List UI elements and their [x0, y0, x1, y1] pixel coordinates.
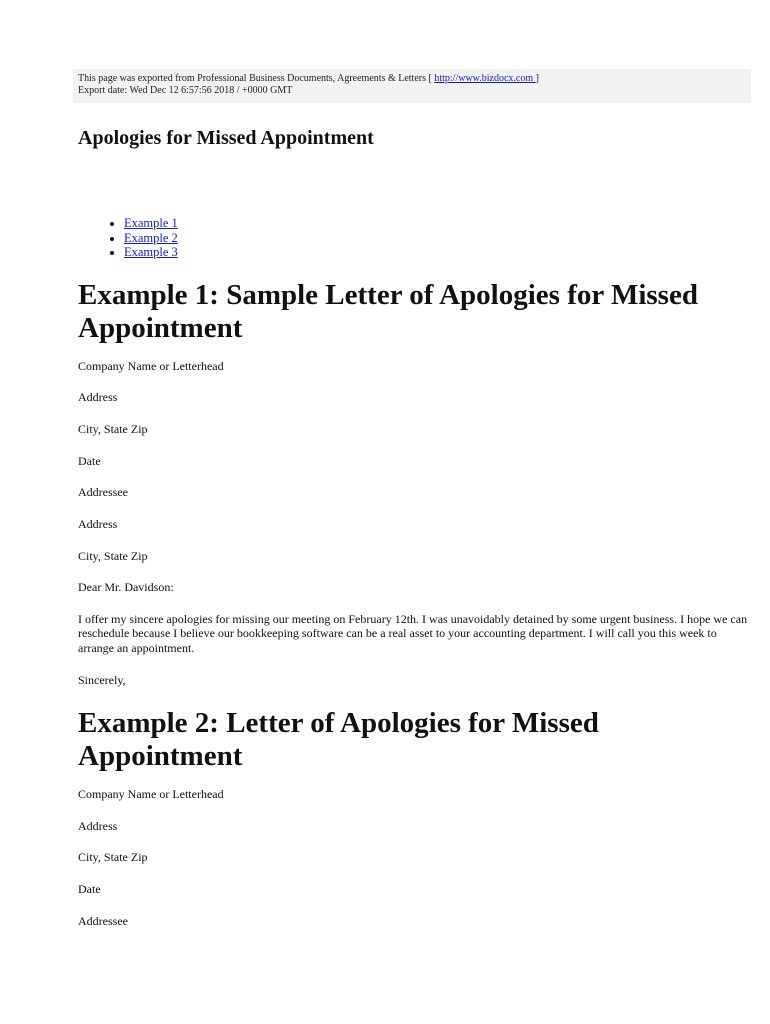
letter-line: City, State Zip [78, 421, 148, 436]
letter-closing: Sincerely, [78, 672, 126, 687]
source-link[interactable]: http://www.bizdocx.com [434, 73, 536, 84]
export-source-suffix: ] [535, 73, 539, 84]
toc-link-example-1[interactable]: Example 1 [124, 216, 178, 230]
toc-link-example-3[interactable]: Example 3 [124, 245, 178, 259]
document-title: Apologies for Missed Appointment [78, 127, 374, 149]
export-banner [73, 69, 751, 103]
example-1-heading: Example 1: Sample Letter of Apologies for Missed Appointment [78, 278, 698, 344]
letter-line: Date [78, 453, 101, 468]
example-1-letter [78, 359, 750, 687]
letter-line: Address [78, 517, 118, 532]
export-source-line [78, 73, 751, 85]
letter-line: Addressee [78, 913, 128, 928]
export-date: Export date: Wed Dec 12 6:57:56 2018 / +0000 GMT [78, 85, 293, 96]
toc-item-example-3 [124, 245, 750, 260]
export-source-text: This page was exported from Professional Business Documents, Agreements & Letters [ [78, 73, 432, 84]
letter-line: City, State Zip [78, 548, 148, 563]
toc-item-example-1 [124, 216, 750, 231]
document-content [78, 126, 750, 945]
letter-line: Address [78, 818, 118, 833]
letter-body: I offer my sincere apologies for missing our meeting on February 12th. I was unavoidably detained by some urgent business. I hope we can reschedule because I believe our bookkeeping software can be a real asset to your accounting department. I will call you this week to arrange an appointment. [78, 612, 748, 655]
letter-salutation: Dear Mr. Davidson: [78, 580, 174, 595]
table-of-contents [78, 216, 750, 260]
letter-line: Date [78, 882, 101, 897]
letter-line: Addressee [78, 485, 128, 500]
toc-link-example-2[interactable]: Example 2 [124, 230, 178, 245]
letter-line: Company Name or Letterhead [78, 786, 224, 801]
toc-item-example-2 [124, 231, 750, 246]
letter-line: Company Name or Letterhead [78, 358, 224, 373]
letter-line: City, State Zip [78, 850, 148, 865]
example-2-heading: Example 2: Letter of Apologies for Missed Appointment [78, 706, 599, 772]
example-2-letter [78, 787, 750, 928]
letter-line: Address [78, 390, 118, 405]
